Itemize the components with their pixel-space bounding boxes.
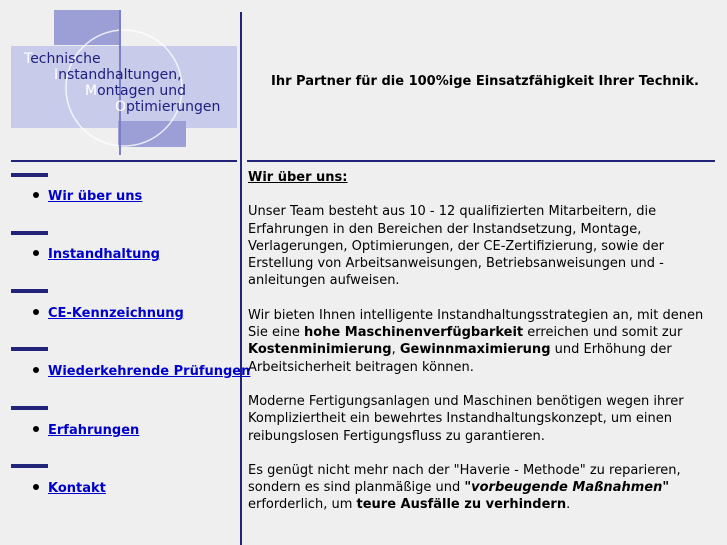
nav-link-wiederkehrende-pruefungen[interactable]: Wiederkehrende Prüfungen	[48, 364, 251, 379]
bullet-icon	[33, 426, 39, 432]
nav-separator	[11, 173, 48, 177]
company-logo	[11, 10, 237, 155]
logo-line-4: Optimierungen	[115, 99, 221, 115]
content-divider	[247, 160, 715, 162]
paragraph-team: Unser Team besteht aus 10 - 12 qualifizierten Mitarbeitern, die Erfahrungen in den Bereichen der Instandsetzung, Montage, Verlagerungen, Optimierungen, der CE-Zertifizierung, sowie der Erstellung von Arbeitsanweisungen, Betriebsanweisungen und -anleitungen aufweisen.	[248, 204, 664, 289]
nav-separator	[11, 231, 48, 235]
vertical-divider	[240, 12, 242, 545]
nav-link-instandhaltung[interactable]: Instandhaltung	[48, 247, 160, 262]
nav-separator	[11, 464, 48, 468]
nav-link-ce-kennzeichnung[interactable]: CE-Kennzeichnung	[48, 306, 184, 321]
sidebar-divider	[11, 160, 237, 162]
page-tagline: Ihr Partner für die 100%ige Einsatzfähigkeit Ihrer Technik.	[271, 74, 699, 89]
bullet-icon	[33, 250, 39, 256]
nav-separator	[11, 347, 48, 351]
nav-item-instandhaltung	[33, 247, 160, 262]
section-heading: Wir über uns:	[248, 170, 348, 185]
nav-item-wir-ueber-uns	[33, 189, 142, 204]
logo-line-2: Instandhaltungen,	[54, 67, 182, 83]
bullet-icon	[33, 192, 39, 198]
logo-line-1: Technische	[24, 51, 101, 67]
bullet-icon	[33, 367, 39, 373]
nav-link-erfahrungen[interactable]: Erfahrungen	[48, 423, 140, 438]
nav-item-kontakt	[33, 481, 106, 496]
nav-separator	[11, 406, 48, 410]
logo-line-3: Montagen und	[85, 83, 187, 99]
paragraph-equipment: Moderne Fertigungsanlagen und Maschinen benötigen wegen ihrer Kompliziertheit ein bewehrtes Instandhaltungskonzept, um einen reibungslosen Fertigungsfluss zu garantieren.	[248, 393, 684, 444]
bullet-icon	[33, 484, 39, 490]
nav-item-ce-kennzeichnung	[33, 306, 184, 321]
main-content	[248, 169, 722, 531]
nav-item-erfahrungen	[33, 423, 139, 438]
paragraph-strategies: Wir bieten Ihnen intelligente Instandhaltungsstrategien an, mit denen Sie eine hohe Maschinenverfügbarkeit erreichen und somit zur Kostenminimierung, Gewinnmaximierung und Erhöhung der Arbeitsicherheit beitragen können.	[248, 307, 704, 375]
bullet-icon	[33, 309, 39, 315]
nav-link-kontakt[interactable]: Kontakt	[48, 481, 106, 496]
nav-item-wiederkehrende-pruefungen	[33, 364, 250, 379]
nav-link-wir-ueber-uns[interactable]: Wir über uns	[48, 189, 143, 204]
paragraph-maintenance: Es genügt nicht mehr nach der "Haverie - Methode" zu reparieren, sondern es sind planmäßige und "vorbeugende Maßnahmen" erforderlich, um teure Ausfälle zu verhindern.	[248, 462, 681, 513]
nav-separator	[11, 289, 48, 293]
